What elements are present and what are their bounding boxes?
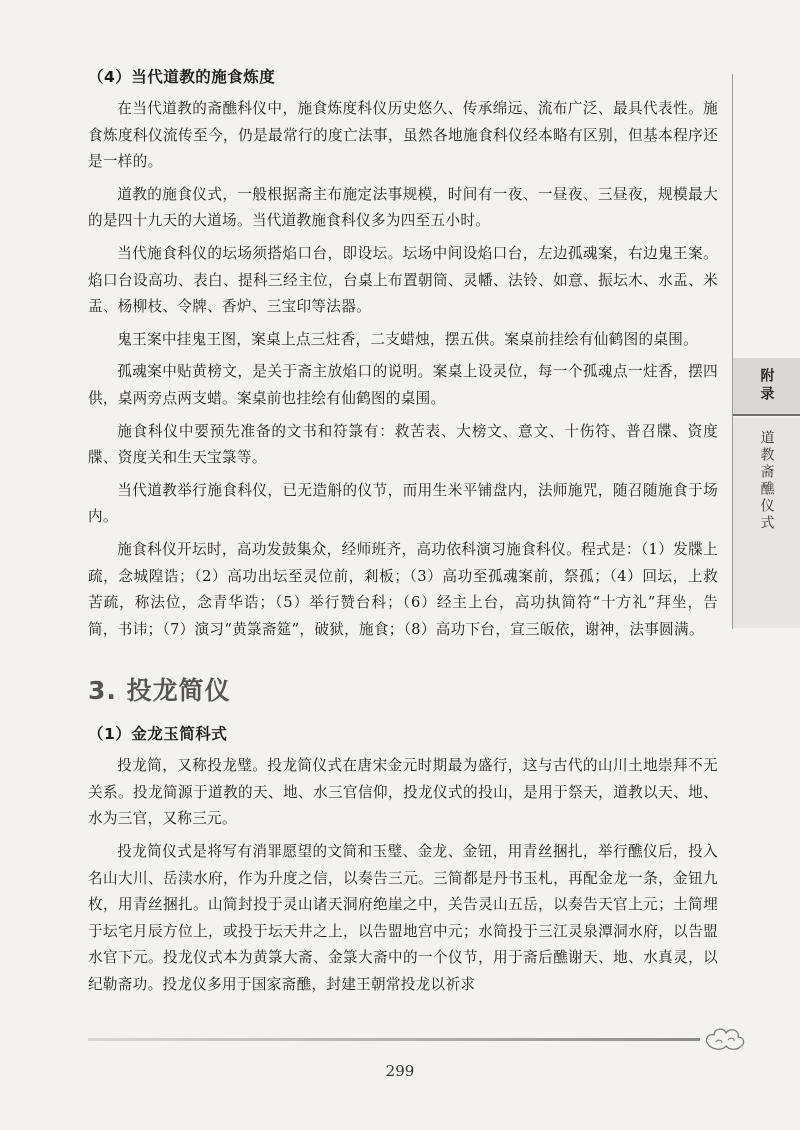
section-3-title: 3. 投龙简仪 <box>88 676 231 706</box>
section-tab-label: 附录 <box>758 368 775 404</box>
section-tab-appendix <box>733 358 800 414</box>
footer-rule <box>88 1038 700 1041</box>
chapter-tab <box>733 418 800 628</box>
paragraph: 当代施食科仪的坛场须搭焰口台，即设坛。坛场中间设焰口台，左边孤魂案，右边鬼王案。焰口台设高功、表白、提科三经主位，台桌上布置朝筒、灵幡、法铃、如意、振坛木、水盂、米盂、杨柳枝、令牌、香炉、三宝印等法器。 <box>88 244 718 316</box>
paragraph: 在当代道教的斋醮科仪中，施食炼度科仪历史悠久、传承绵远、流布广泛、最具代表性。施食炼度科仪流传至今，仍是最常行的度亡法事，虽然各地施食科仪经本略有区别，但基本程序还是一样的。 <box>88 100 718 171</box>
section-4-heading: （4）当代道教的施食炼度 <box>88 68 276 86</box>
paragraph: 鬼王案中挂鬼王图，案桌上点三炷香，二支蜡烛，摆五供。案桌前挂绘有仙鹤图的桌围。 <box>117 330 699 348</box>
paragraph: 投龙简，又称投龙璧。投龙简仪式在唐宋金元时期最为盛行，这与古代的山川土地崇拜不无关系。投龙简源于道教的天、地、水三官信仰，投龙仪式的投山，是用于祭天，道教以天、地、水为三官，又称三元。 <box>88 757 718 828</box>
paragraph: 当代道教举行施食科仪，已无造斛的仪节，而用生米平铺盘内，法师施咒，随召随施食于场内。 <box>88 481 718 526</box>
paragraph: 孤魂案中贴黄榜文，是关于斋主放焰口的说明。案桌上设灵位，每一个孤魂点一炷香，摆四供，桌两旁点两支蜡。案桌前也挂绘有仙鹤图的桌围。 <box>88 363 718 407</box>
page-number: 299 <box>385 1062 415 1080</box>
paragraph: 道教的施食仪式，一般根据斋主布施定法事规模，时间有一夜、一昼夜、三昼夜，规模最大的是四十九天的大道场。当代道教施食科仪多为四至五小时。 <box>88 185 718 230</box>
paragraph: 投龙简仪式是将写有消罪愿望的文简和玉璧、金龙、金钮，用青丝捆扎，举行醮仪后，投入名山大川、岳渎水府，作为升度之信，以奏告三元。三简都是丹书玉札，再配金龙一条，金钮九枚，用青丝捆扎。山简封投于灵山诸天洞府绝崖之中，关告灵山五岳，以奏告天官上元；土简埋于坛宅月辰方位上，或投于坛天井之上，以告盟地宫中元；水简投于三江灵泉潭洞水府，以告盟水官下元。投龙仪式本为黄箓大斋、金箓大斋中的一个仪节，用于斋后醮谢天、地、水真灵，以纪勒斋功。投龙仪多用于国家斋醮，封建王朝常投龙以祈求 <box>88 843 718 994</box>
main-text-column <box>88 66 718 1005</box>
paragraph: 施食科仪中要预先准备的文书和符箓有：救苦表、大榜文、意文、十伤符、普召牒、资度牒、资度关和生天宝箓等。 <box>88 422 718 467</box>
subsection-heading: （1）金龙玉简科式 <box>88 725 228 744</box>
chapter-tab-label: 道教斋醮仪式 <box>758 430 775 532</box>
tab-separator <box>733 414 800 416</box>
cloud-ornament-icon <box>702 1018 748 1058</box>
paragraph: 施食科仪开坛时，高功发鼓集众，经师班齐，高功依科演习施食科仪。程式是：（1）发牒上疏，念城隍诰；（2）高功出坛至灵位前，剎板；（3）高功至孤魂案前，祭孤；（4）回坛，上救苦疏，称法位，念青华诰；（5）举行赞台科；（6）经主上台，高功执简符“十方礼”拜坐，告简，书讳；（7）演习“黄箓斋筵”，破狱，施食；（8）高功下台，宣三皈依，谢神，法事圆满。 <box>88 540 718 638</box>
